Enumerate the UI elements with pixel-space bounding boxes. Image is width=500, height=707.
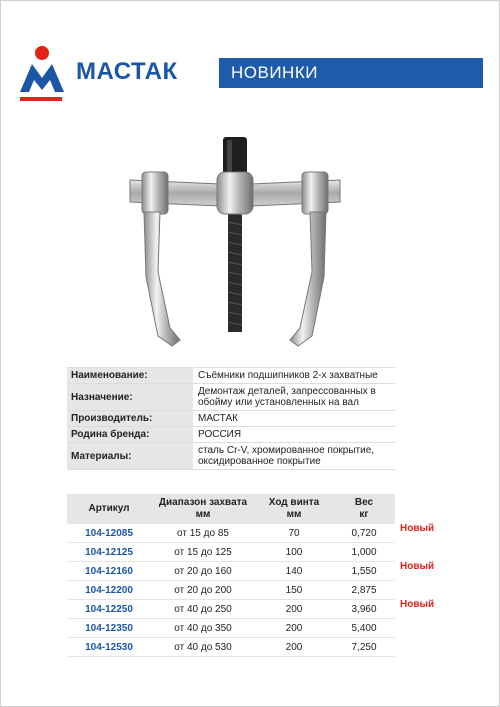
header-weight-label: Вес xyxy=(354,497,374,508)
header-stroke-label: Ход винта xyxy=(268,497,320,508)
spec-value: сталь Cr-V, хромированное покрытие, оксидированное покрытие xyxy=(194,443,396,470)
articles-header-row xyxy=(67,494,395,524)
header-range xyxy=(151,494,255,524)
brand-name: МАСТАК xyxy=(76,58,178,85)
header-weight-unit: кг xyxy=(359,509,369,520)
weight-cell: 0,720 xyxy=(333,524,395,543)
spec-row xyxy=(67,368,395,384)
weight-cell: 5,400 xyxy=(333,619,395,638)
stroke-cell: 200 xyxy=(255,638,333,657)
spec-row xyxy=(67,443,395,470)
header-article-label: Артикул xyxy=(88,503,130,514)
spec-table xyxy=(67,367,395,470)
mastak-logo-icon xyxy=(18,44,66,94)
new-badge: Новый xyxy=(400,523,435,534)
weight-cell: 2,875 xyxy=(333,581,395,600)
table-row xyxy=(67,543,395,562)
weight-cell: 3,960 xyxy=(333,600,395,619)
weight-cell: 7,250 xyxy=(333,638,395,657)
spec-row xyxy=(67,384,395,411)
spec-key: Назначение: xyxy=(67,384,194,411)
stroke-cell: 200 xyxy=(255,619,333,638)
article-code: 104-12085 xyxy=(67,524,151,543)
spec-row xyxy=(67,427,395,443)
stroke-cell: 140 xyxy=(255,562,333,581)
range-cell: от 15 до 85 xyxy=(151,524,255,543)
spec-value: Демонтаж деталей, запрессованных в обойму или установленных на вал xyxy=(194,384,396,411)
range-cell: от 20 до 160 xyxy=(151,562,255,581)
spec-value: РОССИЯ xyxy=(194,427,396,443)
stroke-cell: 100 xyxy=(255,543,333,562)
table-row xyxy=(67,638,395,657)
article-code: 104-12250 xyxy=(67,600,151,619)
weight-cell: 1,550 xyxy=(333,562,395,581)
table-row xyxy=(67,524,395,543)
stroke-cell: 200 xyxy=(255,600,333,619)
table-row xyxy=(67,600,395,619)
range-cell: от 40 до 530 xyxy=(151,638,255,657)
range-cell: от 40 до 250 xyxy=(151,600,255,619)
article-code: 104-12125 xyxy=(67,543,151,562)
article-code: 104-12200 xyxy=(67,581,151,600)
spec-value: Съёмники подшипников 2-х захватные xyxy=(194,368,396,384)
spec-key: Родина бренда: xyxy=(67,427,194,443)
news-banner: НОВИНКИ xyxy=(219,58,483,88)
stroke-cell: 150 xyxy=(255,581,333,600)
stroke-cell: 70 xyxy=(255,524,333,543)
range-cell: от 20 до 200 xyxy=(151,581,255,600)
articles-table xyxy=(67,494,395,657)
article-code: 104-12160 xyxy=(67,562,151,581)
header-range-unit: мм xyxy=(195,509,211,520)
header-stroke-unit: мм xyxy=(286,509,302,520)
article-code: 104-12350 xyxy=(67,619,151,638)
header-stroke xyxy=(255,494,333,524)
spec-key: Материалы: xyxy=(67,443,194,470)
spec-key: Производитель: xyxy=(67,411,194,427)
new-badge: Новый xyxy=(400,561,435,572)
header-weight xyxy=(333,494,395,524)
two-jaw-bearing-puller-image xyxy=(120,132,350,357)
header-article xyxy=(67,494,151,524)
header-range-label: Диапазон захвата xyxy=(158,497,248,508)
spec-value: МАСТАК xyxy=(194,411,396,427)
article-code: 104-12530 xyxy=(67,638,151,657)
new-badge: Новый xyxy=(400,599,435,610)
logo-underline xyxy=(20,97,62,101)
table-row xyxy=(67,581,395,600)
range-cell: от 40 до 350 xyxy=(151,619,255,638)
table-row xyxy=(67,562,395,581)
spec-key: Наименование: xyxy=(67,368,194,384)
table-row xyxy=(67,619,395,638)
weight-cell: 1,000 xyxy=(333,543,395,562)
spec-row xyxy=(67,411,395,427)
range-cell: от 15 до 125 xyxy=(151,543,255,562)
